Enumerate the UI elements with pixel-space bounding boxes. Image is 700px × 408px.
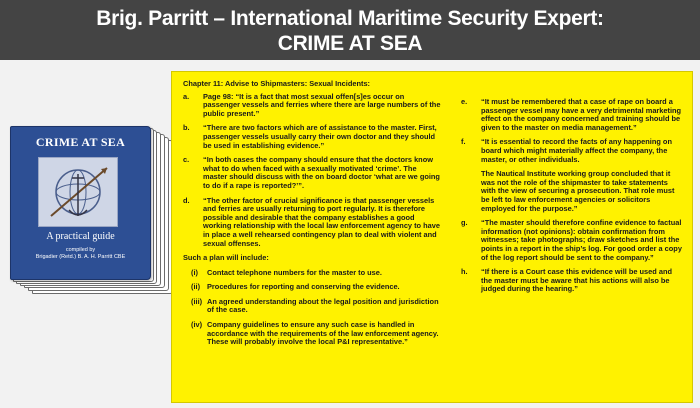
list-item	[461, 219, 683, 262]
plan-intro: Such a plan will include:	[183, 253, 269, 263]
list-item-label: a.	[183, 91, 190, 101]
list-item-text: Page 98: “It is a fact that most sexual offen[s]es occur on passenger vessels and ferries where there are large numbers of the public present.”	[203, 91, 441, 118]
header-line-1: Brig. Parritt – International Maritime Security Expert:	[96, 7, 604, 30]
list-item-text: “There are two factors which are of assistance to the master. First, passenger vessels usually carry their own doctor and they should be used in establishing evidence.”	[203, 123, 437, 150]
plan-item	[183, 298, 441, 315]
list-item	[461, 98, 683, 132]
list-item-text: “The master should therefore confine evidence to factual information (not opinions): obtain confirmation from witnesses; take photographs; draw sketches and list the points in a report in the ship’s log. For good order a copy of the log report should be sent to the company.”	[481, 218, 682, 262]
plan-item-text: Contact telephone numbers for the master to use.	[207, 267, 382, 277]
compass-anchor-icon	[38, 157, 118, 227]
list-item-text: “In both cases the company should ensure that the doctors know what to do when faced with a sexually motivated ‘crime’. The master should discuss with the on board doctor ‘what are we going to do if a rape is reported?’”.	[203, 155, 440, 190]
book-title: CRIME AT SEA	[35, 135, 126, 149]
list-item	[183, 156, 441, 190]
plan-item	[183, 269, 441, 278]
plan-item-text: Company guidelines to ensure any such case is handled in accordance with the requirements of the law enforcement agency. These will probably involve the local P&I representative.”	[207, 320, 439, 347]
plan-item-label: (iv)	[191, 320, 203, 330]
plan-item-label: (ii)	[191, 282, 201, 292]
page-header	[0, 0, 700, 60]
plan-item-label: (i)	[191, 267, 198, 277]
list-item	[183, 93, 441, 119]
book-illustration	[10, 126, 180, 292]
plan-item-text: Procedures for reporting and conserving the evidence.	[207, 282, 400, 292]
header-line-2: CRIME AT SEA	[277, 32, 423, 55]
book-compiled-line-1: compiled by	[65, 247, 96, 253]
list-item	[461, 138, 683, 164]
plan-item	[183, 283, 441, 292]
left-column	[183, 80, 441, 353]
list-item	[183, 124, 441, 150]
nautical-institute-paragraph: The Nautical Institute working group concluded that it was not the role of the shipmaster to take statements with the view of securing a prosecution. That role must be left to law enforcement agencies or solicitors employed for the purpose.”	[481, 169, 675, 213]
list-item-label: c.	[183, 155, 190, 165]
book-compiled-by	[11, 247, 150, 261]
book-cover	[10, 126, 151, 280]
book-subtitle: A practical guide	[46, 231, 115, 242]
plan-item	[183, 321, 441, 347]
quote-panel	[171, 71, 693, 403]
list-item-label: b.	[183, 123, 190, 133]
list-item-text: “It is essential to record the facts of any happening on board which might materially affect the company, the master, or other individuals.	[481, 137, 672, 164]
list-item	[461, 268, 683, 294]
list-item	[183, 197, 441, 249]
book-compiled-line-2: Brigadier (Retd.) B. A. H. Parritt CBE	[35, 254, 126, 260]
list-item-text: “If there is a Court case this evidence will be used and the master must be aware that his actions will also be judged during the hearing.”	[481, 267, 672, 294]
list-item-label: f.	[461, 137, 466, 147]
list-item-label: e.	[461, 97, 468, 106]
plan-item-text: An agreed understanding about the legal position and jurisdiction of the case.	[207, 296, 439, 315]
list-item-label: g.	[461, 218, 468, 228]
right-column	[461, 98, 683, 300]
list-item-text: “It must be remembered that a case of rape on board a passenger vessel may have a very detrimental marketing effect on the company concerned and training should be given to the master on media management.”	[481, 97, 682, 132]
plan-item-label: (iii)	[191, 296, 203, 306]
chapter-heading: Chapter 11: Advise to Shipmasters: Sexual Incidents:	[183, 79, 371, 88]
list-item-text: “The other factor of crucial significance is that passenger vessels and ferries are usually returning to port regularly. It is therefore possible and desirable that the company establishes a good working relationship with the local law enforcement agency to have in place a well rehearsed contingency plan to deal with violent and sexual offenses.	[203, 195, 440, 248]
list-item-label: d.	[183, 195, 190, 205]
list-item-label: h.	[461, 267, 468, 277]
